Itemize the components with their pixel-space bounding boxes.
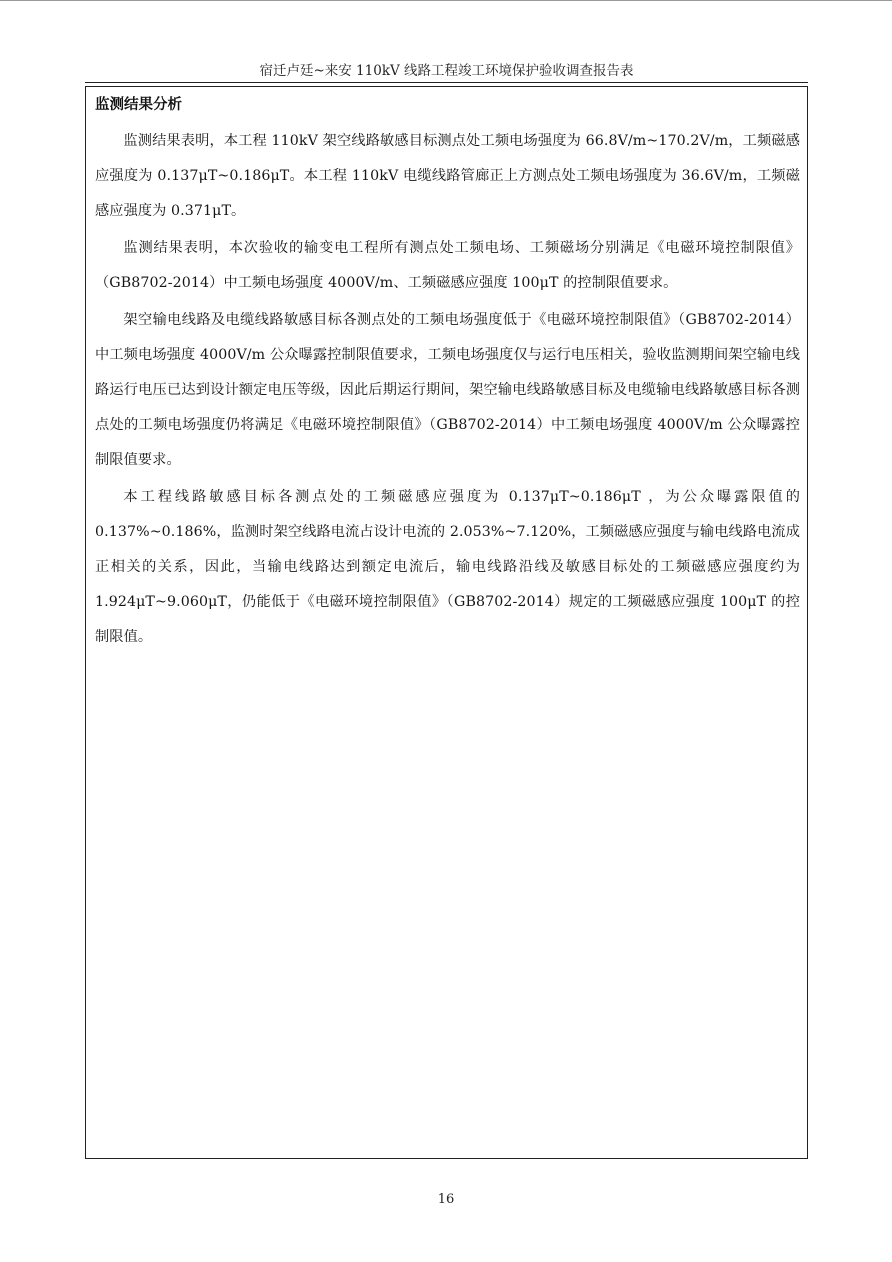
- page-number: 16: [437, 1192, 455, 1207]
- paragraph-electric-field: 架空输电线路及电缆线路敏感目标各测点处的工频电场强度低于《电磁环境控制限值》（GB8702-2014）中工频电场强度 4000V/m 公众曝露控制限值要求，工频电场强度仅与运行电压相关，验收监测期间架空输电线路运行电压已达到设计额定电压等级，因此后期运行期间，架空输电线路敏感目标及电缆输电线路敏感目标各测点处的工频电场强度仍将满足《电磁环境控制限值》（GB8702-2014）中工频电场强度 4000V/m 公众曝露控制限值要求。: [95, 312, 800, 468]
- paragraph-compliance: 监测结果表明，本次验收的输变电工程所有测点处工频电场、工频磁场分别满足《电磁环境控制限值》（GB8702-2014）中工频电场强度 4000V/m、工频磁感应强度 100μT 的控制限值要求。: [95, 240, 800, 291]
- report-table-cell: [85, 86, 808, 1159]
- paragraph-magnetic-field: 本工程线路敏感目标各测点处的工频磁感应强度为 0.137μT~0.186μT ，为公众曝露限值的 0.137%~0.186%，监测时架空线路电流占设计电流的 2.053%~7.120%，工频磁感应强度与输电线路电流成正相关的关系，因此，当输电线路达到额定电流后，输电线路沿线及敏感目标处的工频磁感应强度约为 1.924μT~9.060μT，仍能低于《电磁环境控制限值》（GB8702-2014）规定的工频磁感应强度 100μT 的控制限值。: [95, 489, 800, 645]
- running-header: 宿迁卢廷~来安 110kV 线路工程竣工环境保护验收调查报告表: [259, 63, 634, 79]
- header-rule: [85, 82, 808, 83]
- paragraph-monitoring-results: 监测结果表明，本工程 110kV 架空线路敏感目标测点处工频电场强度为 66.8V/m~170.2V/m，工频磁感应强度为 0.137μT~0.186μT。本工程 110kV 电缆线路管廊正上方测点处工频电场强度为 36.6V/m，工频磁感应强度为 0.371μT。: [95, 133, 800, 219]
- section-body: [95, 124, 800, 657]
- top-edge-rule: [0, 0, 892, 1]
- section-title: 监测结果分析: [95, 97, 182, 113]
